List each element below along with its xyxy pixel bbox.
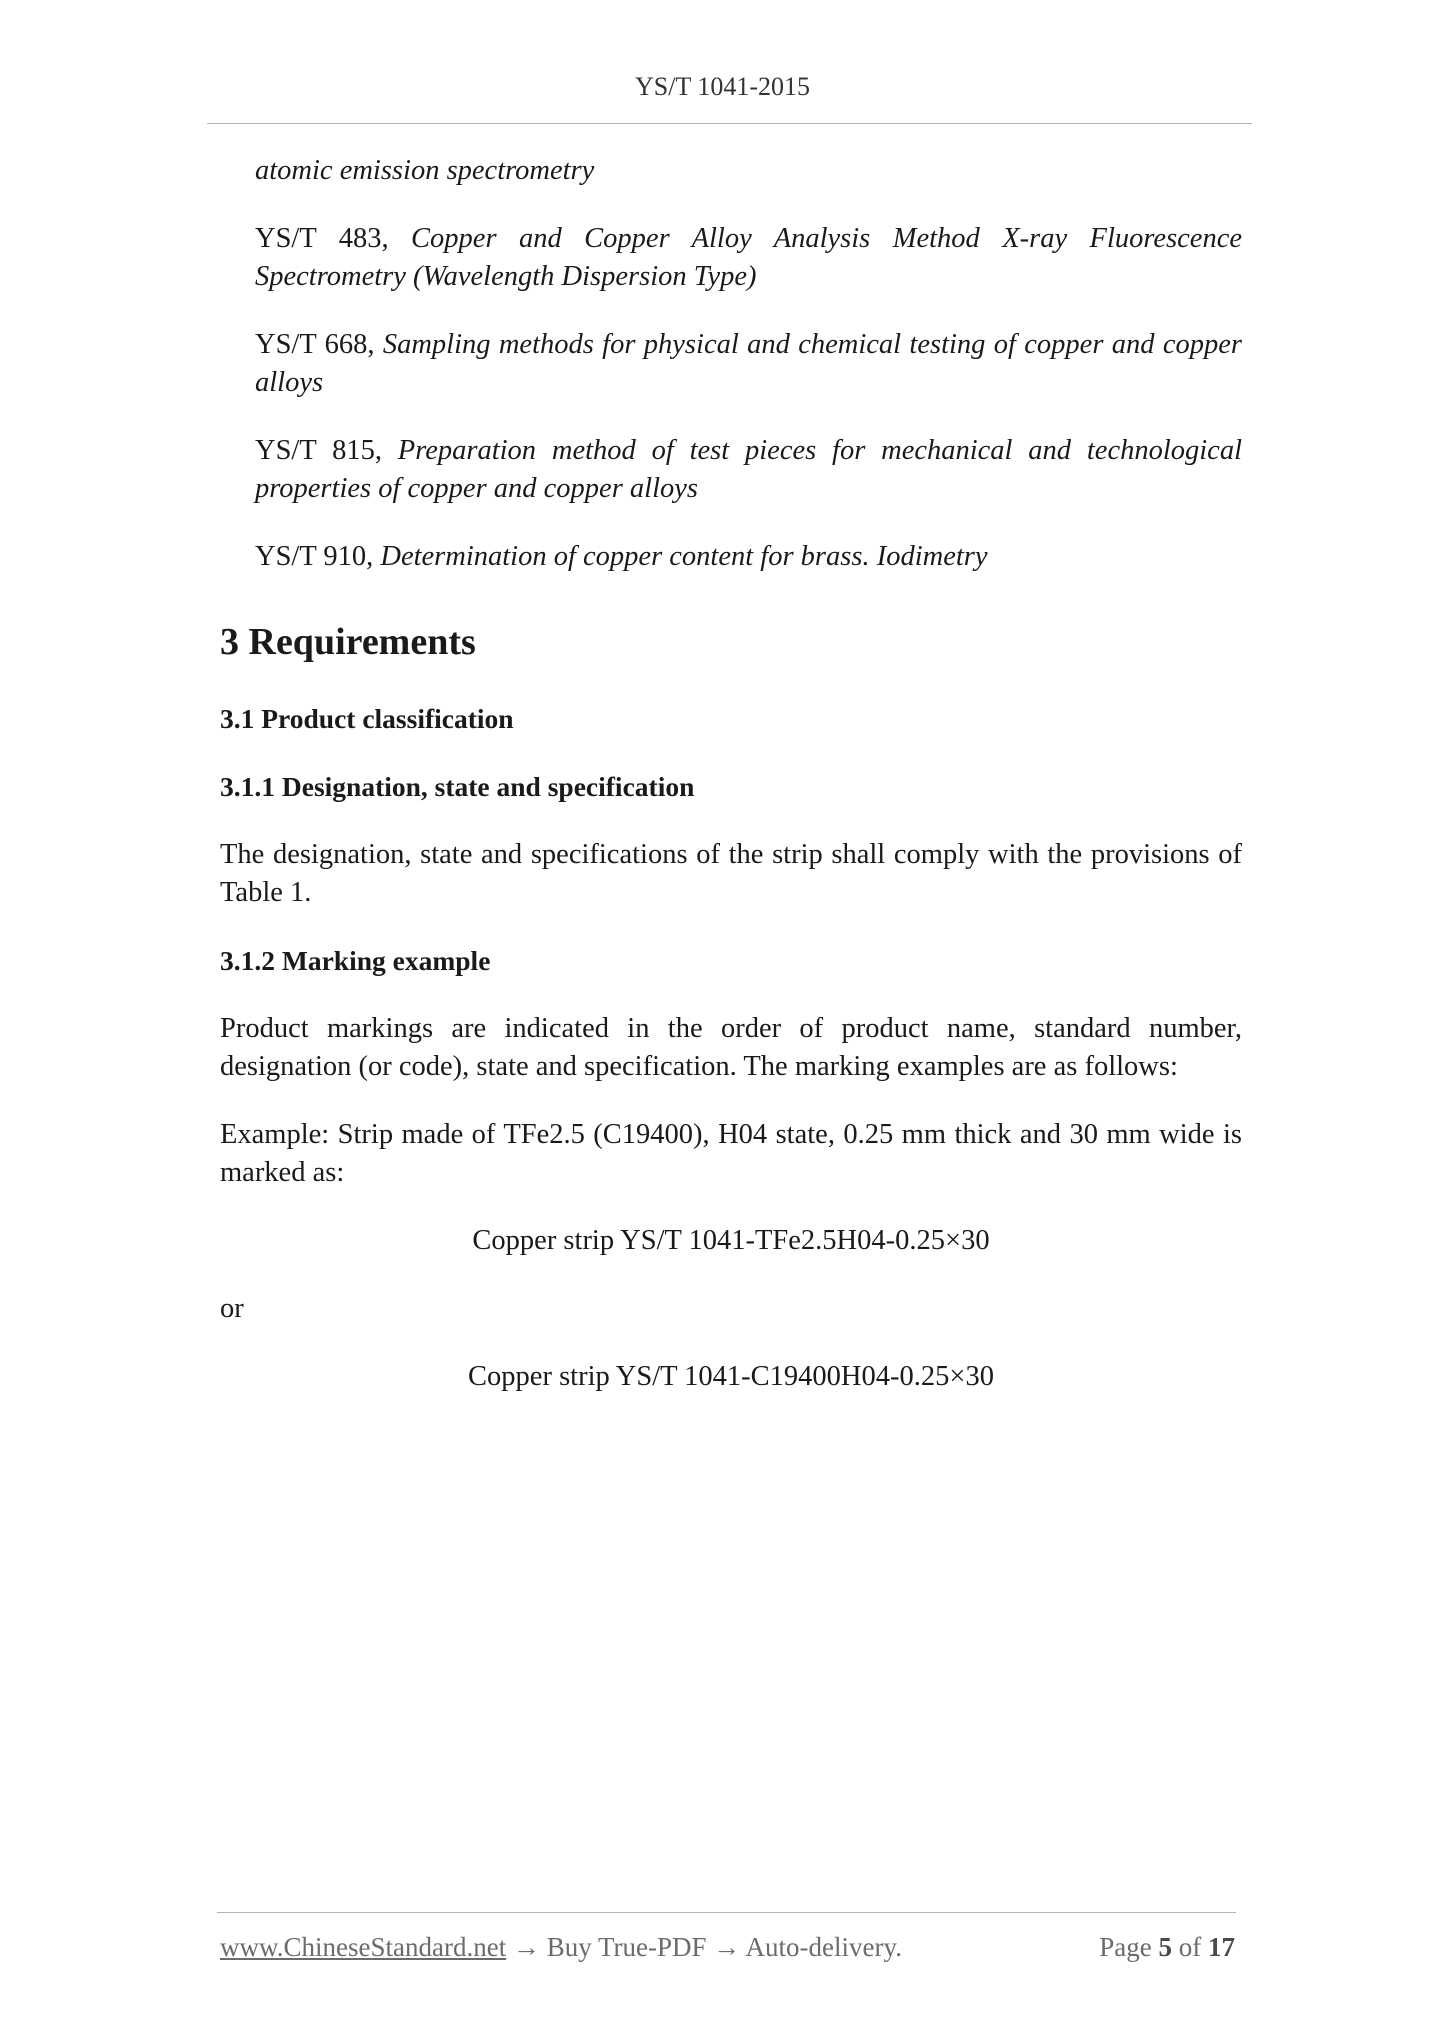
reference-title: Sampling methods for physical and chemical testing of copper and copper alloys [255, 329, 1242, 398]
subsection-heading-designation: 3.1.1 Designation, state and specification [220, 771, 695, 802]
header-divider [207, 123, 1252, 124]
subsection-heading-marking-example: 3.1.2 Marking example [220, 945, 491, 976]
reference-title: Determination of copper content for brass. Iodimetry [380, 541, 988, 572]
reference-item [255, 220, 1242, 296]
reference-number: YS/T 910, [255, 541, 374, 572]
footer-tagline: → Buy True-PDF → Auto-delivery. [506, 1932, 902, 1962]
footer-promo [220, 1932, 902, 1963]
paragraph-example: Example: Strip made of TFe2.5 (C19400), H04 state, 0.25 mm thick and 30 mm wide is marked as: [220, 1119, 1242, 1188]
footer-site-link[interactable]: www.ChineseStandard.net [220, 1932, 507, 1962]
page-content [220, 152, 1242, 1426]
page-total: 17 [1208, 1932, 1235, 1962]
reference-number: YS/T 668, [255, 329, 375, 360]
paragraph-marking-order: Product markings are indicated in the order of product name, standard number, designation (or code), state and specification. The marking examples are as follows: [220, 1013, 1242, 1082]
reference-title: Copper and Copper Alloy Analysis Method X-ray Fluorescence Spectrometry (Wavelength Dispersion Type) [255, 223, 1243, 292]
reference-item [255, 326, 1242, 402]
footer-divider [217, 1912, 1236, 1913]
reference-number: YS/T 815, [255, 435, 382, 466]
subsection-heading-product-classification: 3.1 Product classification [220, 703, 514, 734]
of-label: of [1178, 1932, 1202, 1962]
marking-example-1: Copper strip YS/T 1041-TFe2.5H04-0.25×30 [472, 1225, 990, 1256]
reference-continuation: atomic emission spectrometry [255, 155, 595, 186]
reference-item [255, 538, 1242, 576]
section-heading-requirements: 3 Requirements [220, 621, 476, 663]
document-header-id: YS/T 1041-2015 [634, 72, 811, 101]
page-current: 5 [1158, 1932, 1172, 1962]
reference-number: YS/T 483, [255, 223, 389, 254]
paragraph-designation: The designation, state and specifications of the strip shall comply with the provisions of Table 1. [220, 839, 1242, 908]
marking-example-2: Copper strip YS/T 1041-C19400H04-0.25×30 [468, 1361, 994, 1392]
reference-item [255, 432, 1242, 508]
or-connector: or [220, 1293, 244, 1324]
reference-title: Preparation method of test pieces for mechanical and technological properties of copper and copper alloys [255, 435, 1243, 504]
page-label: Page [1099, 1932, 1152, 1962]
page-indicator [1099, 1932, 1235, 1963]
